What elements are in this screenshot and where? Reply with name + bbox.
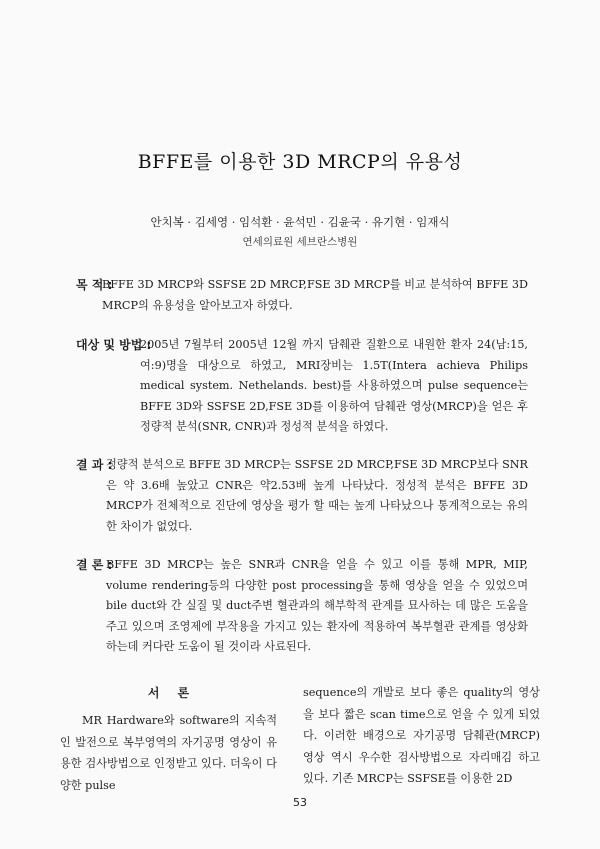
abstract-purpose — [76, 275, 528, 317]
abstract-methods-label: 대상 및 방법 : — [76, 338, 152, 352]
affiliation: 연세의료원 세브란스병원 — [242, 236, 358, 248]
introduction-left-column: MR Hardware와 software의 지속적인 발전으로 복부영역의 자기공명 영상이 유용한 검사방법으로 인정받고 있다. 더욱이 다양한 pulse — [60, 714, 277, 792]
abstract-conclusion — [76, 555, 528, 660]
author-list: 안치복 · 김세영 · 임석환 · 윤석민 · 김윤국 · 유기현 · 임재식 — [150, 215, 450, 229]
abstract-conclusion-label: 결 론 : — [76, 558, 113, 572]
abstract-purpose-text: BFFE 3D MRCP와 SSFSE 2D MRCP,FSE 3D MRCP를 비교 분석하여 BFFE 3D MRCP의 유용성을 알아보고자 하였다. — [102, 278, 528, 312]
introduction-heading: 서론 — [147, 686, 208, 700]
abstract-results — [76, 455, 528, 537]
introduction-right-column: sequence의 개발로 보다 좋은 quality의 영상을 보다 짧은 scan time으로 얻을 수 있게 되었다. 이러한 배경으로 자기공명 담췌관(MRCP) 영상 역시 우수한 검사방법으로 자리매김 하고 있다. 기존 MRCP는 SSFSE를 이용한 2D — [303, 686, 540, 785]
abstract-results-text: 정량적 분석으로 BFFE 3D MRCP는 SSFSE 2D MRCP,FSE 3D MRCP보다 SNR은 약 3.6배 높았고 CNR은 약2.53배 높게 나타났다. 정성적 분석은 BFFE 3D MRCP가 전체적으로 진단에 영상을 평가 할 때는 높게 나타났으나 통계적으로는 유의한 차이가 없었다. — [106, 458, 528, 533]
page-number: 53 — [293, 796, 307, 809]
abstract-conclusion-text: BFFE 3D MRCP는 높은 SNR과 CNR을 얻을 수 있고 이를 통해 MPR, MIP, volume rendering등의 다양한 post processing을 통해 영상을 얻을 수 있었으며 bile duct와 간 실질 및 duct주변 혈관과의 해부학적 관계를 묘사하는 데 많은 도움을 주고 있으며 조영제에 부작용을 가지고 있는 환자에 적용하여 복부혈관 관계를 영상화하는데 커다란 도움이 될 것이라 사료된다. — [106, 558, 528, 653]
paper-title: BFFE를 이용한 3D MRCP의 유용성 — [137, 151, 463, 173]
abstract-purpose-label: 목 적 : — [76, 278, 113, 292]
abstract-results-label: 결 과 : — [76, 458, 113, 472]
abstract-methods-text: 2005년 7월부터 2005년 12월 까지 담췌관 질환으로 내원한 환자 24(남:15, 여:9)명을 대상으로 하였고, MRI장비는 1.5T(Intera achieva Philips medical system. Nethelands. best)를 사용하였으며 pulse sequence는 BFFE 3D와 SSFSE 2D,FSE 3D를 이용하여 담췌관 영상(MRCP)을 얻은 후 정량적 분석(SNR, CNR)과 정성적 분석을 하였다. — [140, 338, 528, 433]
abstract-methods — [76, 335, 528, 440]
